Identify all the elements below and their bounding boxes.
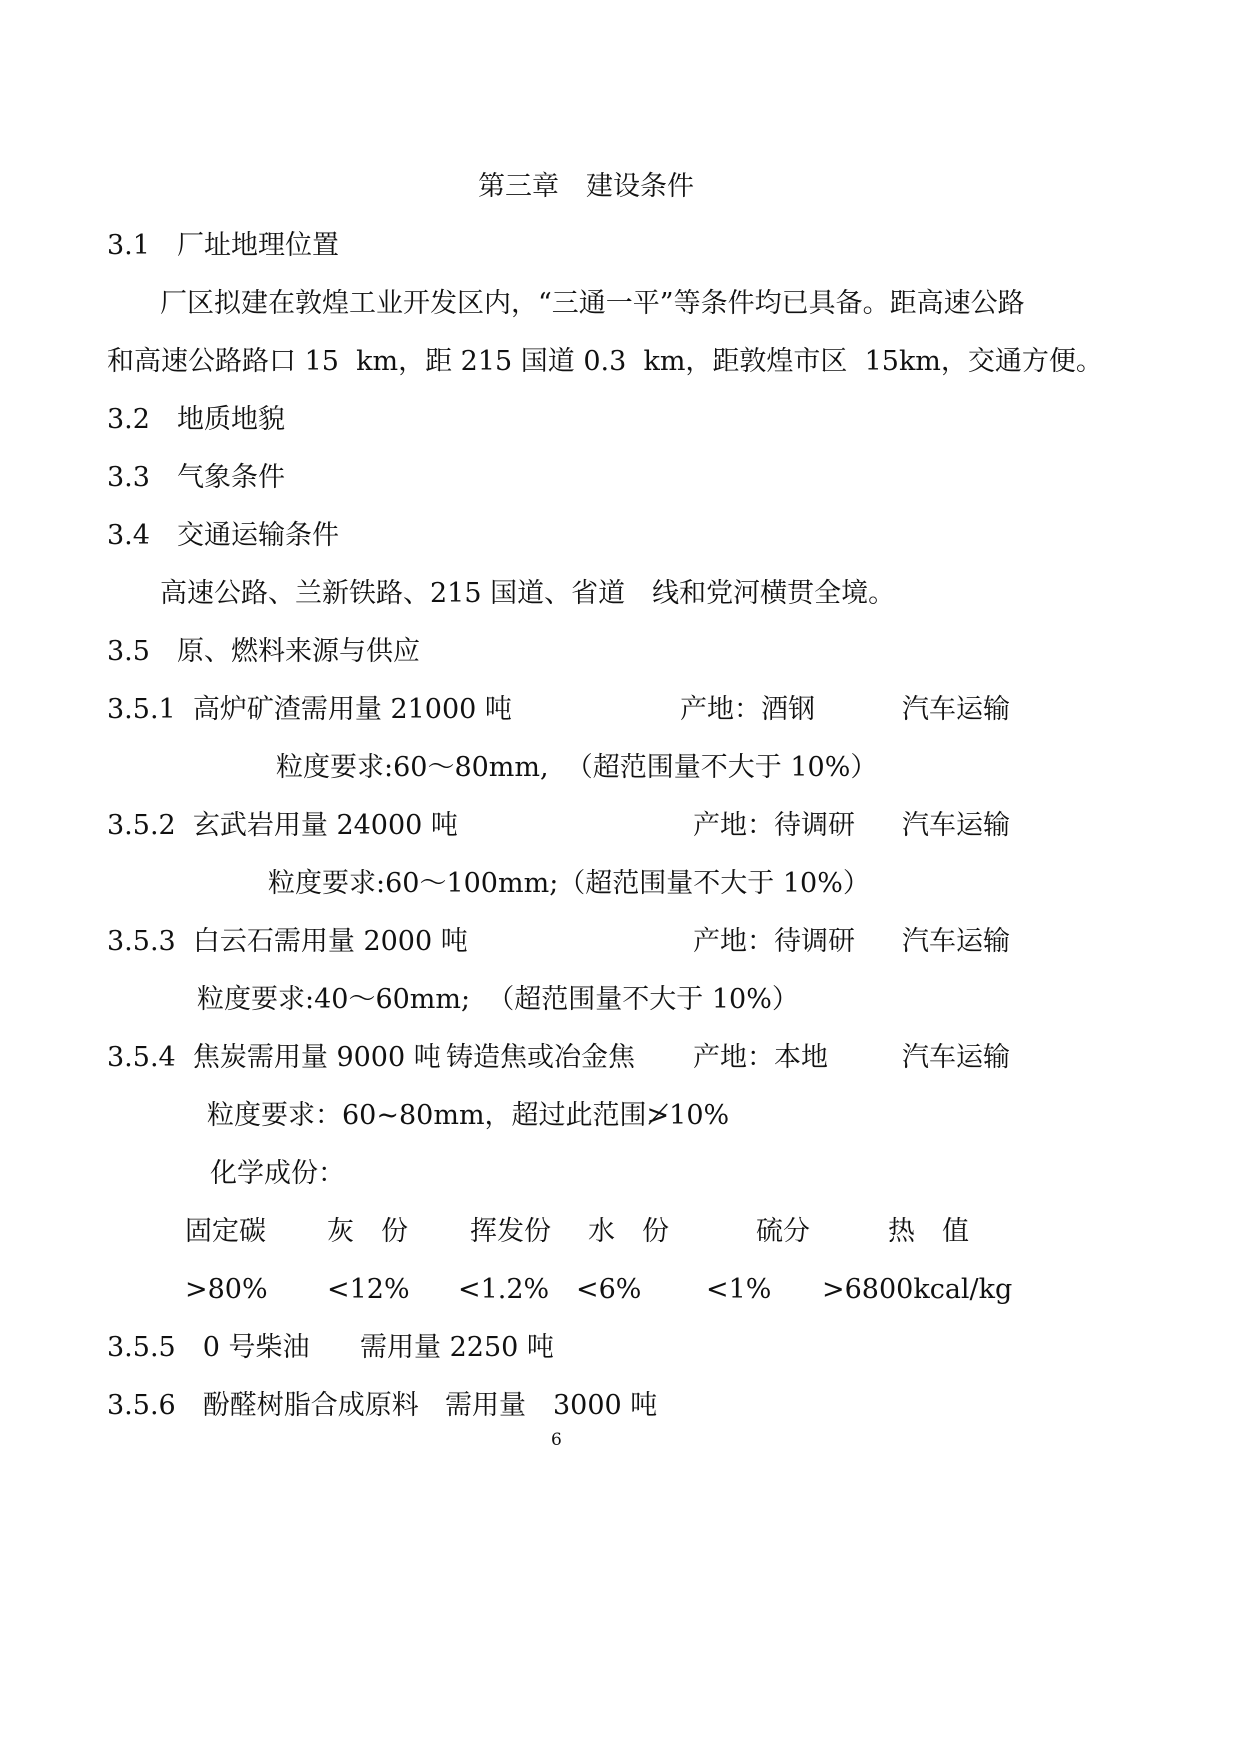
section-3-5-heading: 3.5 原、燃料来源与供应 [107,636,420,667]
chem-value-ash: <12% [327,1274,410,1305]
material-2-transport: 汽车运输 [902,810,1010,841]
material-4-coke-type: 铸造焦或冶金焦 [446,1042,635,1073]
chem-header-volatile: 挥发份 [470,1216,551,1247]
chem-value-calorific: >6800kcal/kg [822,1274,1013,1305]
chem-value-volatile: <1.2% [458,1274,550,1305]
section-3-2-heading: 3.2 地质地貌 [107,404,285,435]
section-3-5-5-title: 3.5.5 0 号柴油 [107,1332,310,1363]
chem-header-moisture: 水 份 [588,1216,669,1247]
material-4-title: 3.5.4 焦炭需用量 9000 吨 [107,1042,441,1073]
material-1-title: 3.5.1 高炉矿渣需用量 21000 吨 [107,694,512,725]
chem-label: 化学成份： [210,1158,345,1189]
chem-value-moisture: <6% [576,1274,642,1305]
chem-header-sulfur: 硫分 [756,1216,810,1247]
chapter-title: 第三章 建设条件 [478,171,694,202]
section-3-5-6-title: 3.5.6 酚醛树脂合成原料 [107,1390,419,1421]
material-3-title: 3.5.3 白云石需用量 2000 吨 [107,926,468,957]
material-3-origin: 产地：待调研 [693,926,855,957]
section-3-5-6-amount: 需用量 3000 吨 [445,1390,658,1421]
section-3-4-heading: 3.4 交通运输条件 [107,520,339,551]
page-number: 6 [551,1430,562,1450]
section-3-1-paragraph-line-1: 厂区拟建在敦煌工业开发区内，“三通一平”等条件均已具备。距高速公路 [160,288,1025,319]
chem-header-ash: 灰 份 [327,1216,408,1247]
section-3-3-heading: 3.3 气象条件 [107,462,285,493]
material-1-transport: 汽车运输 [902,694,1010,725]
material-3-transport: 汽车运输 [902,926,1010,957]
material-2-title: 3.5.2 玄武岩用量 24000 吨 [107,810,458,841]
chem-value-sulfur: <1% [706,1274,772,1305]
material-2-spec: 粒度要求:60～100mm;（超范围量不大于 10%） [268,868,870,899]
material-1-spec: 粒度要求:60～80mm, （超范围量不大于 10%） [276,752,878,783]
chem-header-calorific: 热 值 [888,1216,969,1247]
section-3-1-heading: 3.1 厂址地理位置 [107,230,339,261]
section-3-4-paragraph: 高速公路、兰新铁路、215 国道、省道 线和党河横贯全境。 [160,578,896,609]
material-4-transport: 汽车运输 [902,1042,1010,1073]
material-1-origin: 产地：酒钢 [680,694,815,725]
chem-header-fixed-carbon: 固定碳 [185,1216,266,1247]
material-4-origin: 产地：本地 [693,1042,828,1073]
material-3-spec: 粒度要求:40～60mm; （超范围量不大于 10%） [197,984,799,1015]
section-3-1-paragraph-line-2: 和高速公路路口 15 km，距 215 国道 0.3 km，距敦煌市区 15km，交通方便。 [107,346,1103,377]
material-4-spec: 粒度要求：60~80mm，超过此范围≯10% [207,1100,730,1131]
material-2-origin: 产地：待调研 [693,810,855,841]
section-3-5-5-amount: 需用量 2250 吨 [360,1332,554,1363]
chem-value-fixed-carbon: >80% [185,1274,268,1305]
